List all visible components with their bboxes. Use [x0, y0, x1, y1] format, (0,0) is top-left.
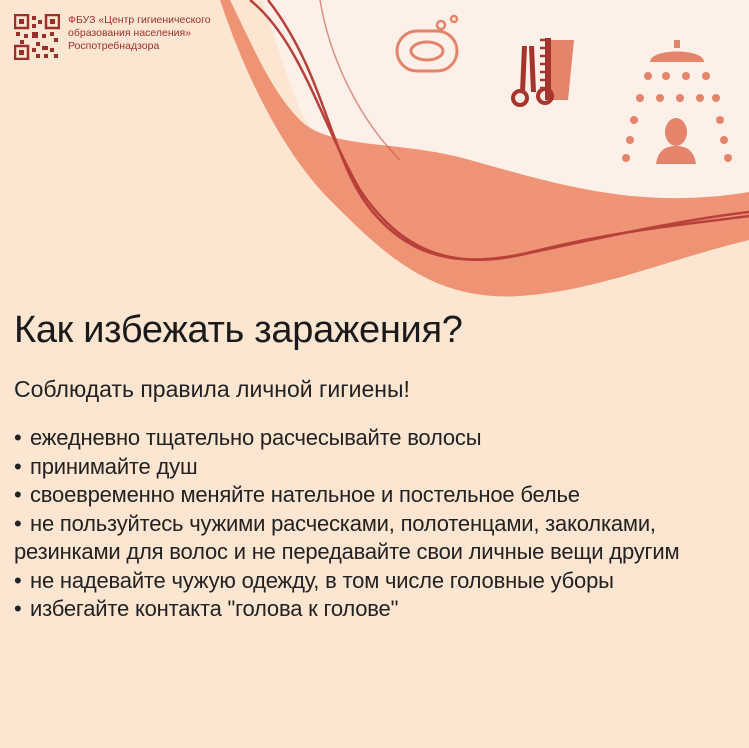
- hygiene-tips-list: [14, 424, 739, 624]
- tip-text: не надевайте чужую одежду, в том числе головные уборы: [30, 567, 614, 593]
- bullet: •: [14, 425, 22, 450]
- subtitle: Соблюдать правила личной гигиены!: [14, 376, 410, 402]
- tip-text: своевременно меняйте нательное и постельное белье: [30, 482, 580, 507]
- soap-icon: [397, 16, 457, 71]
- tip-text: ежедневно тщательно расчесывайте волосы: [30, 425, 482, 450]
- list-item: [14, 424, 739, 453]
- page-title: Как избежать заражения?: [14, 309, 463, 351]
- bullet: •: [14, 567, 22, 593]
- tip-text: избегайте контакта "голова к голове": [30, 596, 399, 621]
- list-item: [14, 481, 739, 510]
- tip-text: не пользуйтесь чужими расческами, полотенцами, заколками, резинками для волос и не передавайте свои личные вещи другим: [14, 510, 680, 564]
- tip-text: принимайте душ: [30, 453, 198, 479]
- list-item: [14, 567, 739, 596]
- shower-icon: [622, 40, 732, 164]
- bullet: •: [14, 453, 22, 479]
- bullet: •: [14, 510, 22, 536]
- list-item: [14, 510, 739, 567]
- bullet: •: [14, 596, 22, 621]
- list-item: [14, 453, 739, 482]
- organization-line-2: образования населения»: [68, 27, 192, 39]
- scissors-comb-icon: [513, 38, 574, 105]
- list-item: [14, 595, 739, 624]
- organization-line-1: ФБУЗ «Центр гигиенического: [68, 14, 211, 26]
- bullet: •: [14, 482, 22, 507]
- organization-line-3: Роспотребнадзора: [68, 40, 160, 52]
